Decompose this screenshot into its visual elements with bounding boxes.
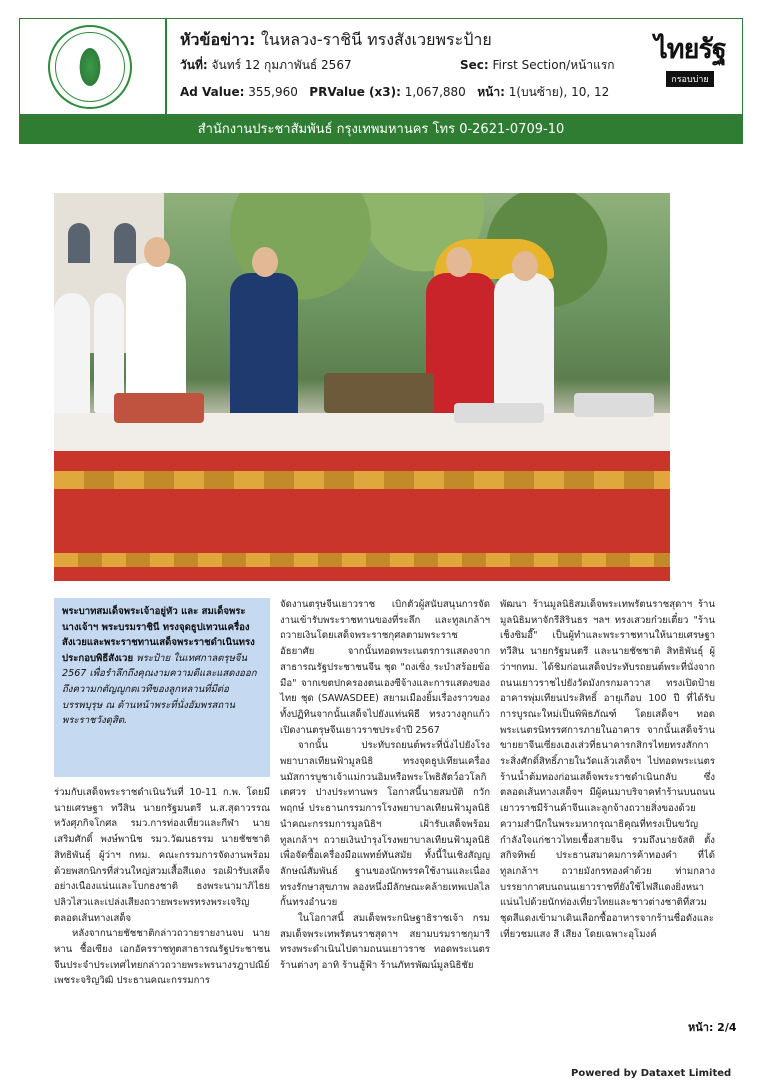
ad-value: 355,960 <box>248 85 298 99</box>
bma-seal-logo <box>48 25 132 109</box>
caption-body: พระป้าย ในเทศกาลตรุษจีน 2567 เพื่อรำลึกถึงคุณงามความดีและแสดงออกถึงความกตัญญูกตเวทีของลูกหลานที่มีต่อบรรพบุรุษ ณ ด้านหน้าพระที่นั่งอัมพรสถาน พระราชวังดุสิต. <box>62 652 257 727</box>
photo-person-queen <box>426 273 496 423</box>
section-row <box>460 56 615 75</box>
col2-para-1: จัดงานตรุษจีนเยาวราช เบิกตัวผู้สนับสนุนการจัดงานเข้ารับพระราชทานของที่ระลึก และทูลเกล้าฯ ถวายเงินโดยเสด็จพระราชกุศลตามพระราชอัธยาศัย จากนั้นทอดพระเนตรการแสดงจากสาธารณรัฐประชาชนจีน ชุด "ถงเซิ่ง ระบำสร้อยข้อมือ" จากเขตปกครองตนเองซีจ้างและการแสดงของไทย ชุด (SAWASDEE) สยามเมืองยิ้มเรื่องราวของทั้งปฏิทินจากนั้นเสด็จไปยังแท่นพิธี ทรงวางลูกแก้วเปิดงานตรุษจีนเยาวราชประจำปี 2567 <box>280 599 490 736</box>
clipping-header <box>19 18 743 115</box>
article-column-1 <box>54 785 270 989</box>
headline: ในหลวง-ราชินี ทรงสังเวยพระป้าย <box>260 30 492 49</box>
header-divider <box>165 19 167 114</box>
article-column-3 <box>500 597 715 942</box>
col2-para-3: ในโอกาสนี้ สมเด็จพระกนิษฐาธิราชเจ้า กรมสมเด็จพระเทพรัตนราชสุดาฯ สยามบรมราชกุมารี ทรงพระดำเนินไปตามถนนเยาวราช ทอดพระเนตรร้านต่างๆ อาทิ ร้านฮู้ฟ้า ร้านภัทรพัฒน์มูลนิธิชัย <box>280 913 490 972</box>
photo-person-guard <box>54 293 90 423</box>
headline-label: หัวข้อข่าว: <box>180 30 256 49</box>
col3-para-1: พัฒนา ร้านมูลนิธิสมเด็จพระเทพรัตนราชสุดาฯ ร้านมูลนิธิมหาจักรีสิรินธร ฯลฯ ทรงเสวยก๋วยเตี๋ยว "ร้านเช็งซิมอี๊" เป็นผู้ทำและพระราชทานให้นายเศรษฐา ทวีสิน นายกรัฐมนตรี และนายชัชชาติ สิทธิพันธุ์ ผู้ว่าฯกทม. ได้ชิมก่อนเสด็จประทับรถยนต์พระที่นั่งจากถนนเยาวราชไปยังวัดมังกรกมลาวาส ทรงเปิดป้ายอาคารพุ่มเทียนประสิทธิ์ อายุเกือบ 100 ปี ที่ได้รับการบูรณะใหม่เป็นพิพิธภัณฑ์ โดยเสด็จฯ ทอดพระเนตรนิทรรศการภายในอาคาร จากนั้นเสด็จร้านขายยาจีนเซี่ยงเฮงเส่วที่ธนาคารกสิกรไทยทรงสักการะสิ่งศักดิ์สิทธิ์ภายในวัดแล้วเสด็จฯ ไปทอดพระเนตรร้านน้ำต้มทองก่อนเสด็จพระราชดำเนินกลับ ซึ่งตลอดเส้นทางเสด็จฯ มีผู้คนมาบริจาคทำร้านบนถนนเยาวราชมีร้านค้าจีนและลูกจ้างถวายสิ่งของด้วยความสำนึกในพระมหากรุณาธิคุณที่ทรงเป็นขวัญกำลังใจแก่ชาวไทยเชื้อสายจีน รวมถึงนายจัสติ ตั้งสกิจทิพย์ ประธานสมาคมการค้าทองคำ ที่ได้ทูลเกล้าฯ ถวายมังกรทองคำด้วย ท่ามกลางบรรยากาศบนถนนเยาวราชที่ยังใช้ไฟสีแดงยิ่งหนาแน่นไปด้วยนักท่องเที่ยวไทยและชาวต่างชาติที่สวมชุดสีแดงเข้ามาเดินเลือกซื้ออาหารจากร้านชื่อดังและเที่ยวชมแสง สี เสียง โดยเฉพาะอุโมงค์ <box>500 599 715 940</box>
headline-row <box>180 28 492 53</box>
page-value: 1(บนซ้าย), 10, 12 <box>508 85 610 99</box>
thairath-logo <box>650 33 730 95</box>
news-photo <box>54 193 670 581</box>
page-number: หน้า: 2/4 <box>688 1021 737 1034</box>
col1-para-2: หลังจากนายชัชชาติกล่าวถวายรายงานจบ นายหาน ชื้อเซียง เอกอัครราชทูตสาธารณรัฐประชาชนจีนประจำประเทศไทยกล่าวถวายพระพรนางรฎาปณีย์ เพชระจริญวิฒิ ประธานคณะกรรมการ <box>54 928 270 987</box>
section-label: Sec: <box>460 58 489 72</box>
contact-banner: สำนักงานประชาสัมพันธ์ กรุงเทพมหานคร โทร 0-2621-0709-10 <box>19 115 743 144</box>
logo-subtitle: กรอบบ่าย <box>666 71 713 87</box>
section-value: First Section/หน้าแรก <box>492 58 615 72</box>
seal-emblem-icon <box>78 45 102 89</box>
photo-person-attendant <box>494 273 554 423</box>
col2-para-2: จากนั้น ประทับรถยนต์พระที่นั่งไปยังโรงพยาบาลเทียนฟ้ามูลนิธิ ทรงจุดธูปเทียนเครื่องนมัสการบูชาเจ้าแม่กวนอิมหรือพระโพธิสัตว์อวโลกิเตศวร ปางประทานพร โอกาสนี้นายสมบัติ กวักพฤกษ์ ประธานกรรมการโรงพยาบาลเทียนฟ้ามูลนิธิ นำคณะกรรมการมูลนิธิฯ เฝ้ารับเสด็จพร้อมทูลเกล้าฯ ถวายเงินบำรุงโรงพยาบาลเทียนฟ้ามูลนิธิเพื่อจัดซื้อเครื่องมือแพทย์ทันสมัย ทั้งนี้ในเชิงสัญญลักษณ์สัมพันธ์ ฐานของนักพรรคใช้งานและเนื่องทรงรักษาสุขภาพ ลองหนึ่งมีลักษณะคล้ายเทพเปลไลกั้นทรงอำนวย <box>280 740 490 909</box>
date-label: วันที่: <box>180 58 208 72</box>
values-row <box>180 83 609 102</box>
pr-value: 1,067,880 <box>404 85 466 99</box>
photo-caption <box>54 598 270 777</box>
powered-by: Powered by Dataxet Limited <box>571 1068 732 1079</box>
article-column-2 <box>280 597 490 974</box>
photo-person-king <box>230 273 298 423</box>
pr-value-label: PRValue (x3): <box>309 85 401 99</box>
ad-value-label: Ad Value: <box>180 85 245 99</box>
col1-para-1: ร่วมกับเสด็จพระราชดำเนินวันที่ 10-11 ก.พ. โดยมีนายเศรษฐา ทวีสิน นายกรัฐมนตรี น.ส.สุดาวรรณ หวังศุภกิจโกศล รมว.การท่องเที่ยวและกีฬา นายเสริมศักดิ์ พงษ์พานิช รมว.วัฒนธรรม นายชัชชาติ สิทธิพันธุ์ ผู้ว่าฯ กทม. คณะกรรมการจัดงานพร้อมด้วยพสกนิกรที่ส่วนใหญ่สวมเสื้อสีแดง รอเฝ้ารับเสด็จอย่างเนืองแน่นและโบกธงชาติ ธงพระนามาภิไธยปลิวไสวและเปล่งเสียงถวายพระพรทรงพระเจริญตลอดเส้นทางเสด็จ <box>54 787 270 924</box>
date-row <box>180 56 352 75</box>
logo-text: ไทยรัฐ <box>654 34 726 65</box>
date-value: จันทร์ 12 กุมภาพันธ์ 2567 <box>211 58 352 72</box>
page-label: หน้า: <box>477 85 505 99</box>
caption-lead: พระบาทสมเด็จพระเจ้าอยู่หัว และ สมเด็จพระนางเจ้าฯ พระบรมราชินี ทรงจุดธูปเทวนเครื่องสังเวยและพระราชทานเสด็จพระราชดำเนินทรงประกอบพิธีสังเวย <box>62 606 255 664</box>
photo-gold-trim <box>54 471 670 489</box>
